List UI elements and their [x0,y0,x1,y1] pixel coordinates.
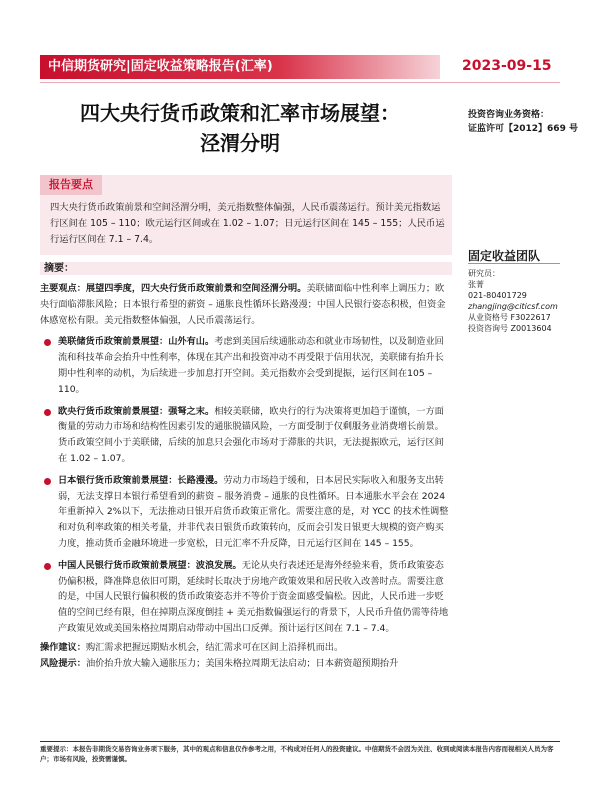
qualification-line2: 证监许可【2012】669 号 [468,124,578,134]
bullet-ecb [40,404,450,467]
abstract-body [40,281,450,671]
summary-text: 四大央行货币政策前景和空间泾渭分明，美元指数整体偏强，人民币震荡运行。预计美元指数运行区间在 105 – 110；欧元运行区间或在 1.02 – 1.07；日元运行区间在 145 – 155；人民币运行运行区间在 7.1 – 7.4。 [50,202,445,245]
header-divider [40,82,560,83]
bullet-ecb-lead: 欧央行货币政策前景展望：强弩之末。 [58,405,215,417]
bullet-fed-text: 考虑到美国后续通胀动态和就业市场韧性，以及制造业回流和科技革命会抬升中性利率，体现在其产出和投资冲动不再受限于信用状况，美联储有抬升长期中性利率的动机，为后续进一步加息打开空间。美元指数亦会受到提振，运行区间在105 – 110。 [58,336,444,395]
risk-text: 油价抬升放大输入通胀压力；美国朱格拉周期无法启动；日本薪资超预期抬升 [85,657,399,669]
team-email[interactable]: zhangjing@citicsf.com [468,302,558,311]
bullet-dot-icon [44,563,51,570]
bullet-pboc-lead: 中国人民银行货币政策前景展望：波浪发展。 [58,559,242,571]
team-license2: 投资咨询号 Z0013604 [468,324,552,333]
operation-label: 操作建议： [40,641,86,653]
bullet-dot-icon [44,409,51,416]
team-name: 张菁 [468,280,484,289]
team-role: 研究员： [468,269,500,278]
risk-label: 风险提示： [40,657,86,669]
bullet-boj-lead: 日本银行货币政策前景展望：长路漫漫。 [58,474,224,486]
qualification-line1: 投资咨询业务资格： [468,110,550,120]
bullet-boj-text: 劳动力市场趋于缓和，日本居民实际收入和服务支出转弱，无法支撑日本银行希望看到的薪资 – 服务消费 – 通胀的良性循环。日本通胀水平会在 2024 年重新掉入 2%以下，无法推动日银开启货币政策正常化。需要注意的是，对 YCC 的技术性调整和对负利率政策的相关考量，并非代表日银货币政策转向，反而会引发日银更大规模的资产购买力度，推动货币金融环境进一步宽松，日元汇率不升反降，日元运行区间在 145 – 155。 [58,474,449,549]
report-title-line1: 四大央行货币政策和汇率市场展望： [80,101,400,125]
main-view [40,281,450,328]
bullet-ecb-text: 相较美联储，欧央行的行为决策将更加趋于谨慎，一方面衡量的劳动力市场和结构性因素引发的通胀脱锚风险，一方面受制于仅剩服务业消费增长前景。货币政策空间小于美联储，后续的加息只会强化市场对于滞胀的共识，无法提振欧元，运行区间在 1.02 – 1.07。 [58,405,444,464]
report-series-title: 中信期货研究|固定收益策略报告(汇率) [48,59,273,74]
report-title [40,98,440,158]
footer-divider [40,741,560,742]
team-divider [468,263,560,264]
summary-tag: 报告要点 [40,175,102,195]
team-license1: 从业资格号 F3022617 [468,313,551,322]
report-date: 2023-09-15 [462,58,552,74]
footer-disclaimer: 重要提示：本报告非期货交易咨询业务项下服务，其中的观点和信息仅作参考之用，不构成对任何人的投资建议。中信期货不会因为关注、收到或阅读本报告内容而视相关人员为客户；市场有风险，投资需谨慎。 [40,745,554,763]
main-view-lead: 主要观点：展望四季度，四大央行货币政策前景和空间泾渭分明。 [40,283,307,294]
team-info [468,268,558,334]
main-view-text: 美联储面临中性利率上调压力；欧央行面临滞胀风险；日本银行希望的薪资 – 通胀良性循环长路漫漫；中国人民银行姿态积极，但资金体感宽松有限。美元指数整体偏强，人民币震荡运行。 [40,283,446,326]
risk-warning [40,656,450,672]
bullet-boj [40,473,450,552]
operation-text: 购汇需求把握远期贴水机会，结汇需求可在区间上沿择机而出。 [85,641,344,653]
bullet-pboc [40,558,450,637]
operation-advice [40,640,450,656]
report-title-line2: 泾渭分明 [200,131,280,155]
team-phone: 021-80401729 [468,291,527,300]
abstract-bar [40,262,452,275]
bullet-dot-icon [44,339,51,346]
team-title: 固定收益团队 [468,249,541,263]
abstract-label: 摘要： [44,263,74,274]
bullet-fed-lead: 美联储货币政策前景展望：山外有山。 [58,336,215,348]
bullet-dot-icon [44,478,51,485]
bullet-fed [40,334,450,397]
qualification-block [468,108,578,136]
bullet-pboc-text: 无论从央行表述还是海外经验来看，货币政策姿态仍偏积极，降准降息依旧可期，延续时长取决于房地产政策效果和居民收入改善时点。需要注意的是，中国人民银行偏积极的货币政策姿态并不等价于资金面感受偏松。因此，人民币进一步贬值的空间已经有限，但在掉期点深度倒挂 + 美元指数偏强运行的背景下，人民币升值仍需等待地产政策见效或美国朱格拉周期启动带动中国出口反弹。预计运行区间在 7.1 – 7.4。 [58,559,449,634]
